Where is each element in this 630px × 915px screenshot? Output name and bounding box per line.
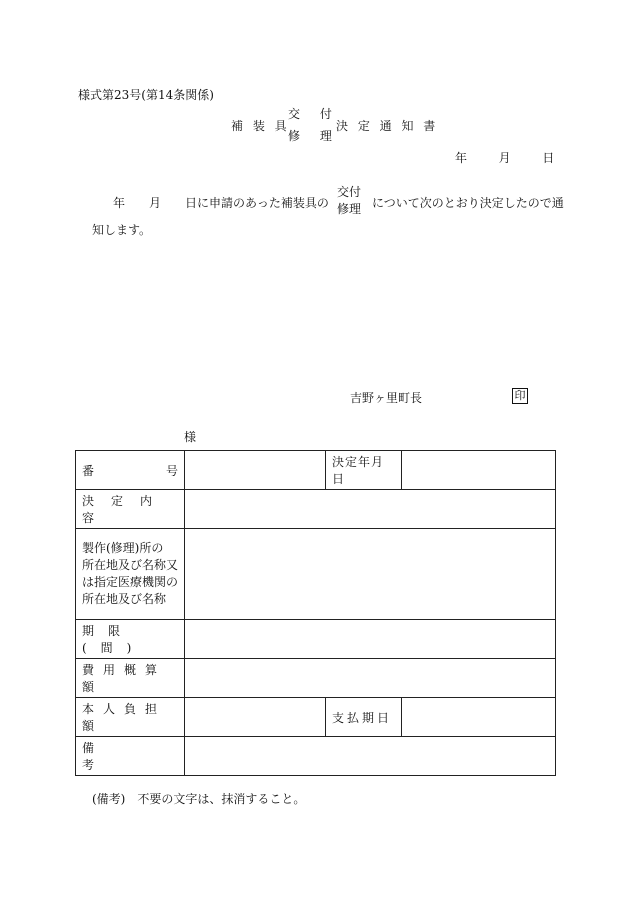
manufacturer-line-1: 製作(修理)所の xyxy=(82,541,164,555)
manufacturer-line-4: 所在地及び名称 xyxy=(82,592,167,606)
period-label: 期限(間) xyxy=(76,620,185,659)
form-number: 様式第23号(第14条関係) xyxy=(78,88,214,102)
addressee-suffix: 様 xyxy=(184,430,197,444)
self-pay-value[interactable] xyxy=(185,698,326,737)
body-option-issue: 交付 xyxy=(337,185,362,199)
row-manufacturer xyxy=(76,529,556,620)
payment-date-value[interactable] xyxy=(402,698,556,737)
manufacturer-line-3: は指定医療機関の xyxy=(82,575,179,589)
period-value[interactable] xyxy=(185,620,556,659)
row-cost xyxy=(76,659,556,698)
row-number xyxy=(76,451,556,490)
decision-table xyxy=(75,450,556,776)
body-line2: 知します。 xyxy=(92,223,152,237)
body-line1-end: について次のとおり決定したので通 xyxy=(372,196,564,210)
date-month: 月 xyxy=(498,151,511,165)
decision-date-label: 決定年月日 xyxy=(326,451,402,490)
number-label xyxy=(76,451,185,490)
footnote: (備考) 不要の文字は、抹消すること。 xyxy=(92,792,306,806)
manufacturer-line-2: 所在地及び名称又 xyxy=(82,558,179,572)
body-year: 年 xyxy=(113,196,126,210)
title-option-issue: 交 付 xyxy=(288,107,340,121)
date-day: 日 xyxy=(542,151,555,165)
body-month: 月 xyxy=(149,196,162,210)
date-year: 年 xyxy=(455,151,468,165)
remarks-label: 備考 xyxy=(76,737,185,776)
number-value[interactable] xyxy=(185,451,326,490)
cost-label: 費用概算額 xyxy=(76,659,185,698)
cost-value[interactable] xyxy=(185,659,556,698)
date-header xyxy=(455,149,554,166)
body-line1-start xyxy=(113,194,329,211)
body-option-repair: 修理 xyxy=(337,202,362,216)
remarks-value[interactable] xyxy=(185,737,556,776)
mayor-name: 吉野ヶ里町長 xyxy=(350,391,423,405)
body-day-text: 日に申請のあった補装具の xyxy=(185,196,329,210)
number-label-char: 番 xyxy=(82,463,95,478)
manufacturer-label xyxy=(76,529,185,620)
decision-content-label: 決定内容 xyxy=(76,490,185,529)
title-prefix: 補 装 具 xyxy=(231,119,290,133)
body-options xyxy=(337,184,361,218)
title-option-repair: 修 理 xyxy=(288,129,340,143)
number-label-char: 号 xyxy=(165,463,178,478)
title-suffix: 決 定 通 知 書 xyxy=(336,119,439,133)
decision-content-value[interactable] xyxy=(185,490,556,529)
number-label-text xyxy=(82,462,178,479)
manufacturer-value[interactable] xyxy=(185,529,556,620)
decision-date-value[interactable] xyxy=(402,451,556,490)
row-remarks xyxy=(76,737,556,776)
title-options xyxy=(288,103,340,147)
row-period xyxy=(76,620,556,659)
row-content xyxy=(76,490,556,529)
seal-stamp: 印 xyxy=(512,388,528,404)
row-self-pay xyxy=(76,698,556,737)
payment-date-label: 支払期日 xyxy=(326,698,402,737)
self-pay-label: 本人負担額 xyxy=(76,698,185,737)
